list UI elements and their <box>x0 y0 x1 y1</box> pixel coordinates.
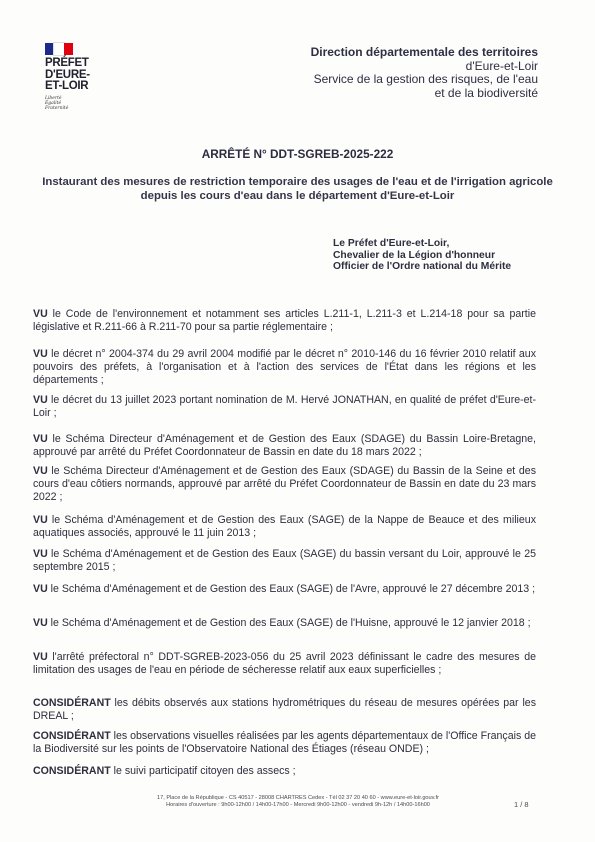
visa-paragraph <box>33 433 536 459</box>
paragraph-text: le Schéma Directeur d'Aménagement et de Gestion des Eaux (SDAGE) du Bassin Loire-Bretagne, approuvé par arrêté du Préfet Coordonnateur de Bassin en date du 18 mars 2022 ; <box>33 433 536 459</box>
paragraph-text: le Schéma d'Aménagement et de Gestion des Eaux (SAGE) du bassin versant du Loir, approuvé le 25 septembre 2015 ; <box>33 548 536 574</box>
visa-paragraph <box>33 617 536 630</box>
considering-paragraph <box>33 697 536 723</box>
marianne-flag-icon <box>45 43 73 55</box>
paragraph-keyword: CONSIDÉRANT <box>33 765 111 777</box>
logo-line-3: ET-LOIR <box>45 80 89 92</box>
footer-address-line: 17, Place de la République - CS 40517 - 28008 CHARTRES Cedex - Tél 02 37 20 40 60 - www.eure-et-loir.gouv.fr <box>156 795 440 801</box>
visa-paragraph <box>33 651 536 677</box>
paragraph-keyword: CONSIDÉRANT <box>33 730 111 742</box>
paragraph-keyword: VU <box>33 548 48 560</box>
visa-paragraph <box>33 308 536 334</box>
header-service: Service de la gestion des risques, de l'eau <box>313 72 538 86</box>
page-number: 1 / 8 <box>514 800 529 809</box>
paragraph-text: l'arrêté préfectoral n° DDT-SGREB-2023-056 du 25 avril 2023 définissant le cadre des mesures de limitation des usages de l'eau en période de sécheresse relatif aux eaux superficielles ; <box>33 651 536 677</box>
paragraph-keyword: VU <box>33 308 48 320</box>
visa-paragraph <box>33 583 536 596</box>
prefet-title-1: Chevalier de la Légion d'honneur <box>333 249 496 261</box>
header-service-cont: et de la biodiversité <box>434 85 538 100</box>
paragraph-text: les observations visuelles réalisées par les agents départementaux de l'Office Français de la Biodiversité sur les points de l'Observatoire National des Étiages (réseau ONDE) ; <box>33 730 536 756</box>
prefet-title-2: Officier de l'Ordre national du Mérite <box>333 261 512 272</box>
considering-paragraph <box>33 730 536 756</box>
header-direction: Direction départementale des territoires <box>310 45 538 59</box>
paragraph-keyword: VU <box>33 465 48 477</box>
paragraph-text: le Schéma Directeur d'Aménagement et de Gestion des Eaux (SDAGE) du Bassin de la Seine et des cours d'eau côtiers normands, approuvé par arrêté du Préfet Coordonnateur de Bassin en date du 23 mars 2022 ; <box>33 465 536 504</box>
considering-paragraph <box>33 765 536 778</box>
visa-paragraph <box>33 348 536 388</box>
paragraph-text: le Schéma d'Aménagement et de Gestion des Eaux (SAGE) de l'Avre, approuvé le 27 décembre 2013 ; <box>47 583 536 595</box>
decree-title: ARRÊTÉ N° DDT-SGREB-2025-222 <box>201 147 394 161</box>
paragraph-keyword: VU <box>33 394 48 406</box>
logo-line-2: D'EURE- <box>45 68 90 81</box>
flag-white <box>54 43 63 55</box>
paragraph-keyword: VU <box>33 617 48 629</box>
decree-subtitle: Instaurant des mesures de restriction temporaire des usages de l'eau et de l'irrigation agricole depuis les cours d'eau dans le département d'Eure-et-Loir <box>42 176 553 202</box>
prefet-signature-block <box>333 238 511 273</box>
paragraph-keyword: VU <box>33 348 48 360</box>
visa-paragraph <box>33 548 536 574</box>
issuing-service-header <box>311 46 538 100</box>
motto-liberte: Liberté <box>45 96 62 101</box>
visa-paragraph <box>33 465 536 505</box>
footer-hours-line: Horaires d'ouverture : 9h00-12h00 / 14h00-17h00 - Mercredi 9h00-12h00 - vendredi 9h-12h / 14h00-16h00 <box>166 802 430 808</box>
paragraph-keyword: VU <box>33 583 48 595</box>
paragraph-keyword: VU <box>33 651 48 663</box>
flag-red <box>64 43 73 55</box>
motto-egalite: Égalité <box>45 101 62 106</box>
paragraph-text: le Schéma d'Aménagement et de Gestion des Eaux (SAGE) de l'Huisne, approuvé le 12 janvier 2018 ; <box>47 617 531 629</box>
visa-paragraph <box>33 394 536 420</box>
logo-line-1: PRÉFET <box>45 57 89 69</box>
paragraph-text: le Schéma d'Aménagement et de Gestion des Eaux (SAGE) de la Nappe de Beauce et des milieux aquatiques associés, approuvé le 11 juin 2013 ; <box>33 514 536 540</box>
motto-fraternite: Fraternité <box>45 106 69 111</box>
paragraph-text: le suivi participatif citoyen des assecs ; <box>110 765 296 777</box>
paragraph-keyword: VU <box>33 433 48 445</box>
prefet-name: Le Préfet d'Eure-et-Loir, <box>333 238 450 249</box>
paragraph-text: le décret n° 2004-374 du 29 avril 2004 modifié par le décret n° 2010-146 du 16 février 2010 relatif aux pouvoirs des préfets, à l'organisation et à l'action des services de l'État dans les régions et les départements ; <box>33 348 536 387</box>
prefecture-logo-text <box>45 58 90 93</box>
visa-paragraph <box>33 514 536 540</box>
footer-address <box>108 795 488 809</box>
flag-blue <box>45 43 54 55</box>
paragraph-keyword: VU <box>33 514 48 526</box>
paragraph-text: le Code de l'environnement et notamment ses articles L.211-1, L.211-3 et L.214-18 pour sa partie législative et R.211-66 à R.211-70 pour sa partie réglementaire ; <box>33 308 536 334</box>
paragraph-text: le décret du 13 juillet 2023 portant nomination de M. Hervé JONATHAN, en qualité de préfet d'Eure-et-Loir ; <box>33 394 536 420</box>
republic-motto <box>45 96 68 111</box>
header-department: d'Eure-et-Loir <box>465 58 538 73</box>
paragraph-keyword: CONSIDÉRANT <box>33 697 111 709</box>
paragraph-text: les débits observés aux stations hydrométriques du réseau de mesures opérées par les DREAL ; <box>33 697 536 723</box>
